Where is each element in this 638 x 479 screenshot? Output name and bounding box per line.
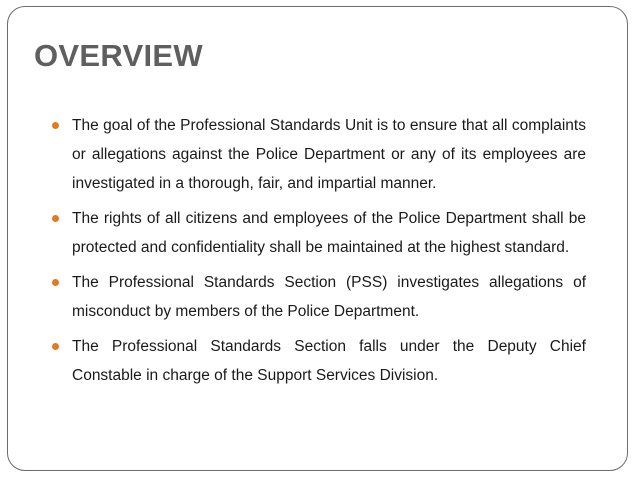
bullet-list bbox=[52, 111, 586, 396]
bullet-item bbox=[52, 268, 586, 326]
bullet-dot-icon bbox=[52, 122, 59, 129]
bullet-dot-icon bbox=[52, 343, 59, 350]
bullet-item bbox=[52, 204, 586, 262]
bullet-text: The Professional Standards Section (PSS) investigates allegations of misconduct by members of the Police Department. bbox=[72, 274, 586, 320]
bullet-item bbox=[52, 332, 586, 390]
bullet-text: The goal of the Professional Standards Unit is to ensure that all complaints or allegations against the Police Department or any of its employees are investigated in a thorough, fair, and impartial manner. bbox=[72, 117, 586, 192]
bullet-dot-icon bbox=[52, 215, 59, 222]
bullet-text: The rights of all citizens and employees of the Police Department shall be protected and confidentiality shall be maintained at the highest standard. bbox=[72, 210, 586, 256]
bullet-text: The Professional Standards Section falls under the Deputy Chief Constable in charge of the Support Services Division. bbox=[72, 338, 586, 384]
slide-title: OVERVIEW bbox=[34, 38, 203, 73]
bullet-dot-icon bbox=[52, 279, 59, 286]
bullet-item bbox=[52, 111, 586, 198]
